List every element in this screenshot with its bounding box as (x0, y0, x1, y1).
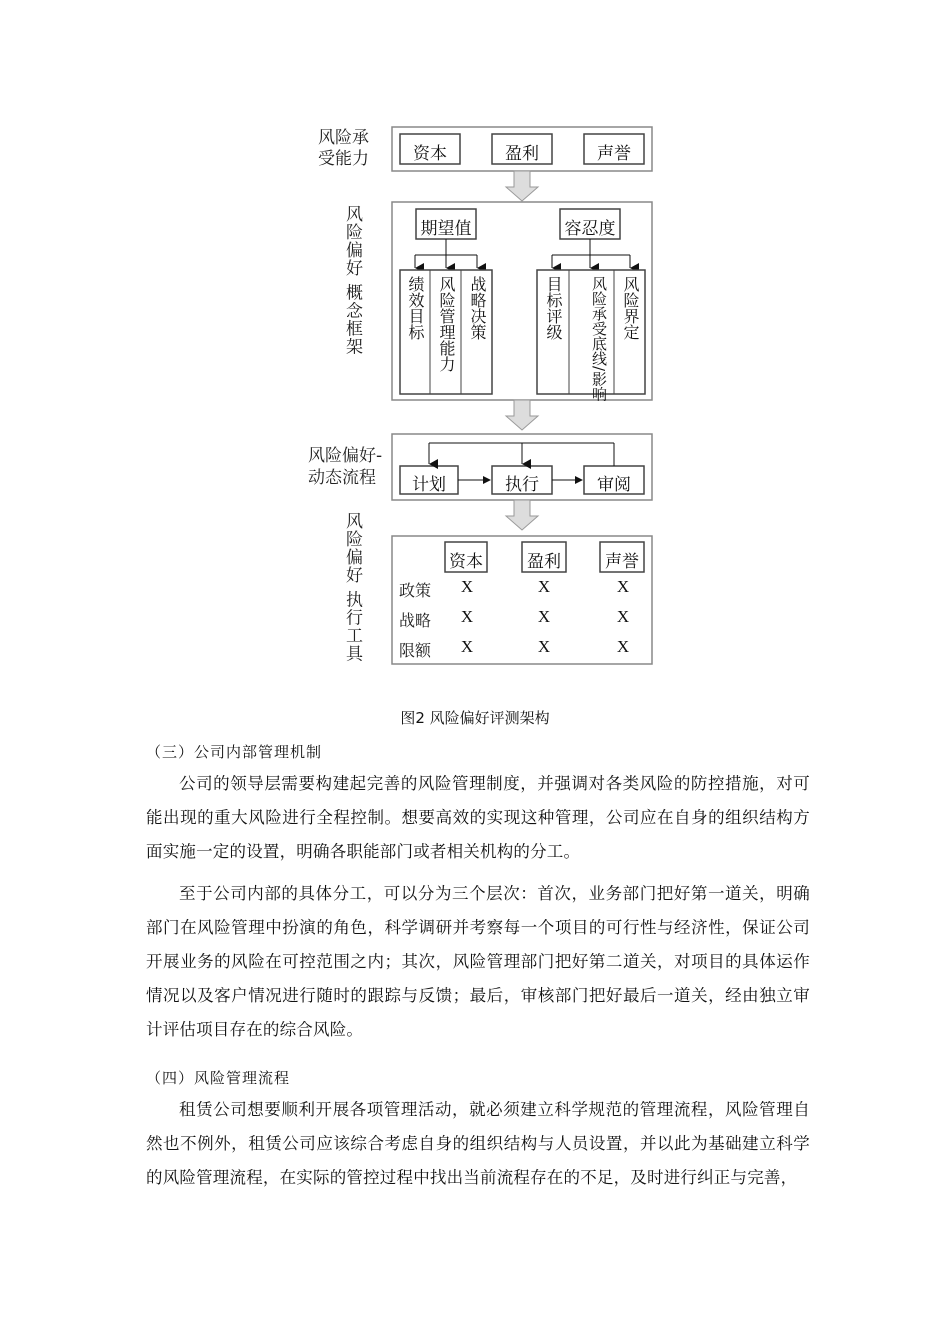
tool-header-capital-text: 资本 (449, 552, 483, 572)
capacity-profit-text: 盈利 (505, 144, 539, 164)
expectation-item-1: 绩效目标 (406, 276, 425, 340)
tool-header-reputation-text: 声誉 (605, 552, 639, 572)
expectation-text: 期望值 (420, 219, 472, 239)
tool-mark: X (460, 577, 474, 596)
section-heading-risk-process: （四）风险管理流程 (146, 1069, 291, 1087)
flow-arrow-1 (506, 171, 538, 201)
tool-mark: X (460, 607, 474, 626)
paragraph: 至于公司内部的具体分工，可以分为三个层次：首次，业务部门把好第一道关，明确部门在风险管理中扮演的角色，科学调研并考察每一个项目的可行性与经济性，保证公司开展业务的风险在可控范围之内；其次，风险管理部门把好第二道关，对项目的具体运作情况以及客户情况进行随时的跟踪与反馈；最后，审核部门把好最后一道关，经由独立审计评估项目存在的综合风险。 (146, 884, 810, 1039)
flow-arrow-2 (506, 400, 538, 430)
tool-mark: X (537, 577, 551, 596)
execution-tools-label: 风险偏好 执行工具 (342, 512, 362, 663)
tool-row-label-limit: 限额 (399, 641, 432, 660)
review-text: 审阅 (597, 475, 631, 495)
capacity-reputation-text: 声誉 (597, 144, 631, 164)
tolerance-text: 容忍度 (564, 219, 616, 239)
tool-mark: X (616, 637, 630, 656)
execute-text: 执行 (505, 475, 539, 495)
paragraph: 租赁公司想要顺利开展各项管理活动，就必须建立科学规范的管理流程，风险管理自然也不例外，租赁公司应该综合考虑自身的组织结构与人员设置，并以此为基础建立科学的风险管理流程，在实际的管控过程中找出当前流程存在的不足，及时进行纠正与完善， (146, 1100, 810, 1187)
dynamic-process-label-line1: 风险偏好- (308, 446, 383, 466)
tool-mark: X (616, 607, 630, 626)
tolerance-item-2: 风险承受底线/影响 (590, 276, 608, 402)
tolerance-item-1: 目标评级 (544, 276, 563, 340)
figure-caption: 图2 风险偏好评测架构 (400, 709, 550, 727)
tool-mark: X (616, 577, 630, 596)
tool-mark: X (537, 637, 551, 656)
tool-mark: X (460, 637, 474, 656)
plan-text: 计划 (412, 475, 446, 495)
paragraph: 公司的领导层需要构建起完善的风险管理制度，并强调对各类风险的防控措施，对可能出现的重大风险进行全程控制。想要高效的实现这种管理，公司应在自身的组织结构方面实施一定的设置，明确各职能部门或者相关机构的分工。 (146, 774, 810, 861)
capacity-label-line2: 受能力 (318, 149, 369, 169)
tool-mark: X (537, 607, 551, 626)
expectation-item-3: 战略决策 (468, 276, 487, 340)
section-heading-internal-mechanism: （三）公司内部管理机制 (146, 743, 323, 761)
flow-arrow-3 (506, 500, 538, 530)
tolerance-item-3: 风险界定 (621, 276, 640, 340)
tool-row-label-policy: 政策 (399, 581, 432, 600)
capacity-capital-text: 资本 (413, 144, 447, 164)
expectation-item-2: 风险管理能力 (437, 276, 456, 372)
capacity-label-line1: 风险承 (318, 128, 369, 148)
dynamic-process-label-line2: 动态流程 (308, 468, 376, 488)
tool-header-profit-text: 盈利 (527, 552, 561, 572)
tool-row-label-strategy: 战略 (399, 611, 432, 630)
concept-framework-label: 风险偏好 概念框架 (342, 205, 362, 356)
